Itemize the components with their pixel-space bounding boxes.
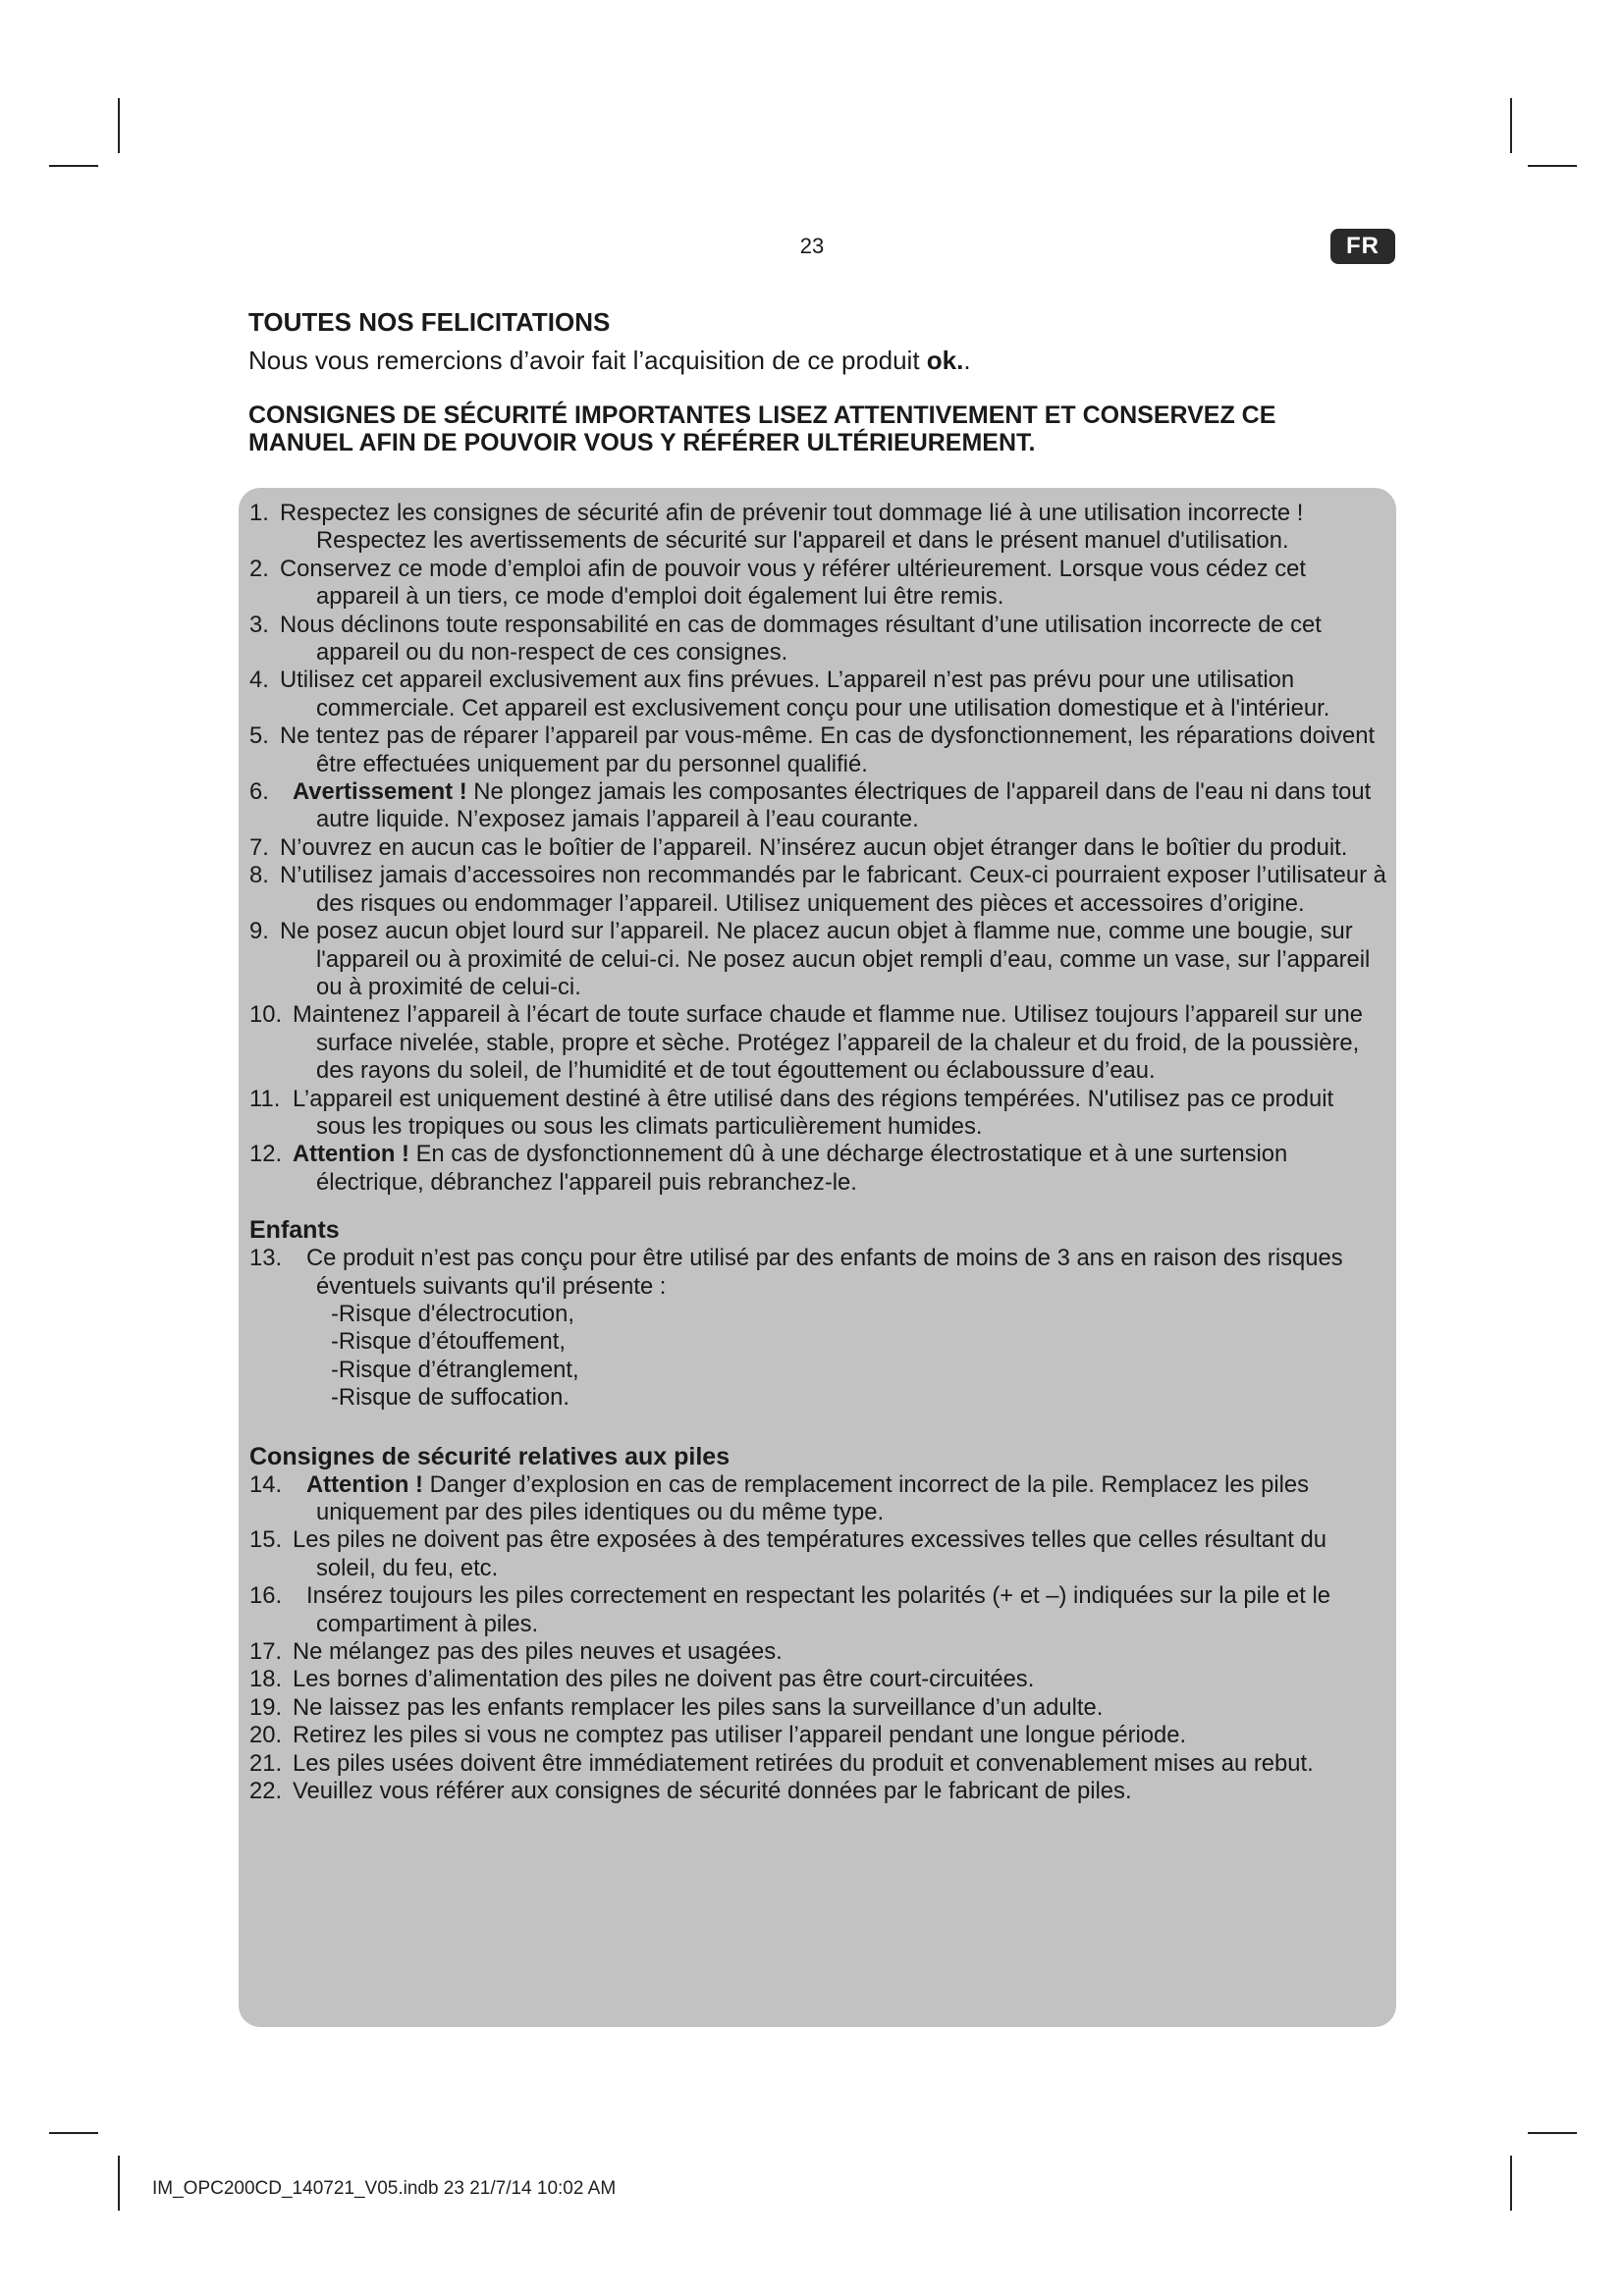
item-number: 19. — [249, 1693, 283, 1721]
congrats-text — [248, 346, 1358, 376]
congrats-title: TOUTES NOS FELICITATIONS — [248, 307, 611, 337]
item-text: N’utilisez jamais d’accessoires non recommandés par le fabricant. Ceux-ci pourraient exposer l’utilisateur à des risques ou endommager l’appareil. Utilisez uniquement des pièces et accessoires d’origine. — [280, 862, 1386, 917]
list-item — [249, 556, 1386, 612]
item-number: 5. — [249, 722, 269, 750]
item-emphasis: Attention ! — [293, 1141, 409, 1168]
item-number: 2. — [249, 555, 269, 582]
item-text: Conservez ce mode d’emploi afin de pouvoir vous y référer ultérieurement. Lorsque vous cédez cet appareil à un tiers, ce mode d'emploi doit également lui être remis. — [280, 555, 1306, 611]
risk-item: -Risque d'électrocution, — [331, 1300, 574, 1327]
list-item — [249, 834, 1386, 862]
item-number: 21. — [249, 1749, 283, 1777]
item-text: Ne posez aucun objet lourd sur l’appareil. Ne placez aucun objet à flamme nue, comme une bougie, sur l'appareil ou à proximité de celui-ci. Ne posez aucun objet rempli d’eau, comme un vase, sur l’appareil ou à proximité de celui-ci. — [280, 918, 1371, 1000]
battery-heading: Consignes de sécurité relatives aux piles — [249, 1442, 731, 1470]
crop-mark — [49, 165, 98, 167]
item-text: Retirez les piles si vous ne comptez pas utiliser l’appareil pendant une longue période. — [293, 1722, 1187, 1749]
list-item — [249, 667, 1386, 722]
children-heading: Enfants — [249, 1216, 340, 1245]
list-item — [249, 1471, 1386, 1527]
list-item — [249, 778, 1386, 834]
crop-mark — [1528, 165, 1577, 167]
page-number: 23 — [799, 234, 825, 258]
item-number: 11. — [249, 1085, 281, 1112]
item-number: 3. — [249, 611, 269, 638]
item-text: En cas de dysfonctionnement dû à une décharge électrostatique et à une surtension électrique, débranchez l'appareil puis rebranchez-le. — [316, 1141, 1288, 1196]
item-text: Insérez toujours les piles correctement en respectant les polarités (+ et –) indiquées sur la pile et le compartiment à piles. — [306, 1582, 1330, 1637]
item-text: Maintenez l’appareil à l’écart de toute surface chaude et flamme nue. Utilisez toujours l’appareil sur une surface nivelée, stable, propre et sèche. Protégez l’appareil de la chaleur et du froid, de la poussière, des rayons du soleil, de l’humidité et de tout égouttement ou éclaboussure d’eau. — [293, 1001, 1363, 1085]
item-number: 22. — [249, 1778, 283, 1805]
list-item — [249, 1086, 1386, 1142]
list-item — [249, 1141, 1386, 1197]
crop-mark — [1528, 2132, 1577, 2134]
list-item — [249, 500, 1386, 556]
item-text: Ne plongez jamais les composantes électriques de l'appareil dans de l'eau ni dans tout autre liquide. N’exposez jamais l’appareil à l’eau courante. — [316, 778, 1372, 833]
risk-item: -Risque d’étranglement, — [331, 1356, 579, 1383]
list-item — [249, 1722, 1386, 1749]
item-text: Les bornes d’alimentation des piles ne doivent pas être court-circuitées. — [293, 1666, 1035, 1693]
list-item — [249, 1582, 1386, 1638]
language-badge: FR — [1330, 229, 1395, 264]
list-item — [249, 722, 1386, 778]
footer-file-info: IM_OPC200CD_140721_V05.indb 23 21/7/14 10:02 AM — [152, 2178, 617, 2199]
crop-mark — [118, 98, 120, 153]
item-text: N’ouvrez en aucun cas le boîtier de l’appareil. N’insérez aucun objet étranger dans le boîtier du produit. — [280, 833, 1348, 861]
item-text: Les piles ne doivent pas être exposées à des températures excessives telles que celles résultant du soleil, du feu, etc. — [293, 1526, 1326, 1581]
item-text: L’appareil est uniquement destiné à être utilisé dans des régions tempérées. N'utilisez pas ce produit sous les tropiques ou sous les climats particulièrement humides. — [293, 1085, 1334, 1140]
item-number: 7. — [249, 833, 269, 861]
item-text: Nous déclinons toute responsabilité en cas de dommages résultant d’une utilisation incorrecte de cet appareil ou du non-respect de ces consignes. — [280, 611, 1322, 667]
item-text: Ne mélangez pas des piles neuves et usagées. — [293, 1638, 783, 1666]
item-text: Ne tentez pas de réparer l’appareil par vous-même. En cas de dysfonctionnement, les réparations doivent être effectuées uniquement par du personnel qualifié. — [280, 722, 1376, 777]
item-text: Respectez les consignes de sécurité afin de prévenir tout dommage lié à une utilisation incorrecte ! Respectez les avertissements de sécurité sur l'appareil et dans le présent manuel d'utilisation. — [280, 500, 1304, 555]
list-item — [249, 1694, 1386, 1722]
item-emphasis: Attention ! — [306, 1470, 423, 1498]
item-number: 14. — [249, 1470, 283, 1498]
item-number: 15. — [249, 1526, 283, 1554]
item-number: 4. — [249, 667, 269, 694]
risk-item: -Risque de suffocation. — [331, 1384, 569, 1412]
list-item — [249, 1526, 1386, 1582]
list-item — [249, 1638, 1386, 1666]
item-number: 6. — [249, 778, 269, 806]
item-text: Les piles usées doivent être immédiatement retirées du produit et convenablement mises au rebut. — [293, 1749, 1314, 1777]
crop-mark — [1510, 2156, 1512, 2211]
risk-list — [249, 1301, 1386, 1413]
crop-mark — [1510, 98, 1512, 153]
item-emphasis: Avertissement ! — [293, 778, 467, 806]
item-text: Ne laissez pas les enfants remplacer les piles sans la surveillance d’un adulte. — [293, 1693, 1104, 1721]
item-number: 8. — [249, 862, 269, 889]
list-item — [249, 1245, 1386, 1301]
list-item — [249, 862, 1386, 918]
item-number: 1. — [249, 500, 269, 526]
crop-mark — [49, 2132, 98, 2134]
item-number: 16. — [249, 1582, 283, 1610]
congrats-sentence: Nous vous remercions d’avoir fait l’acquisition de ce produit — [248, 346, 927, 375]
list-item — [249, 918, 1386, 1001]
safety-list — [249, 500, 1386, 1197]
safety-box — [239, 488, 1396, 2027]
item-number: 17. — [249, 1638, 283, 1666]
item-number: 12. — [249, 1141, 283, 1168]
safety-heading: CONSIGNES DE SÉCURITÉ IMPORTANTES LISEZ ATTENTIVEMENT ET CONSERVEZ CE MANUEL AFIN DE POUVOIR VOUS Y RÉFÉRER ULTÉRIEUREMENT. — [248, 401, 1276, 456]
item-number: 13. — [249, 1245, 283, 1272]
item-number: 20. — [249, 1722, 283, 1749]
battery-list — [249, 1471, 1386, 1806]
item-text: Veuillez vous référer aux consignes de sécurité données par le fabricant de piles. — [293, 1778, 1132, 1805]
list-item — [249, 1001, 1386, 1085]
item-number: 10. — [249, 1001, 283, 1029]
brand-suffix: . — [963, 346, 971, 375]
crop-mark — [118, 2156, 120, 2211]
item-text: Ce produit n’est pas conçu pour être utilisé par des enfants de moins de 3 ans en raison des risques éventuels suivants qu'il présente : — [306, 1245, 1343, 1300]
brand-name: ok. — [926, 346, 964, 375]
list-item — [249, 612, 1386, 667]
item-number: 18. — [249, 1666, 283, 1693]
item-text: Danger d’explosion en cas de remplacement incorrect de la pile. Remplacez les piles uniquement par des piles identiques ou du même type. — [316, 1470, 1310, 1525]
item-text: Utilisez cet appareil exclusivement aux fins prévues. L’appareil n’est pas prévu pour une utilisation commerciale. Cet appareil est exclusivement conçu pour une utilisation domestique et à l'intérieur. — [280, 667, 1330, 721]
list-item — [249, 1750, 1386, 1778]
item-number: 9. — [249, 918, 269, 945]
risk-item: -Risque d’étouffement, — [331, 1328, 566, 1356]
list-item — [249, 1778, 1386, 1805]
list-item — [249, 1666, 1386, 1693]
